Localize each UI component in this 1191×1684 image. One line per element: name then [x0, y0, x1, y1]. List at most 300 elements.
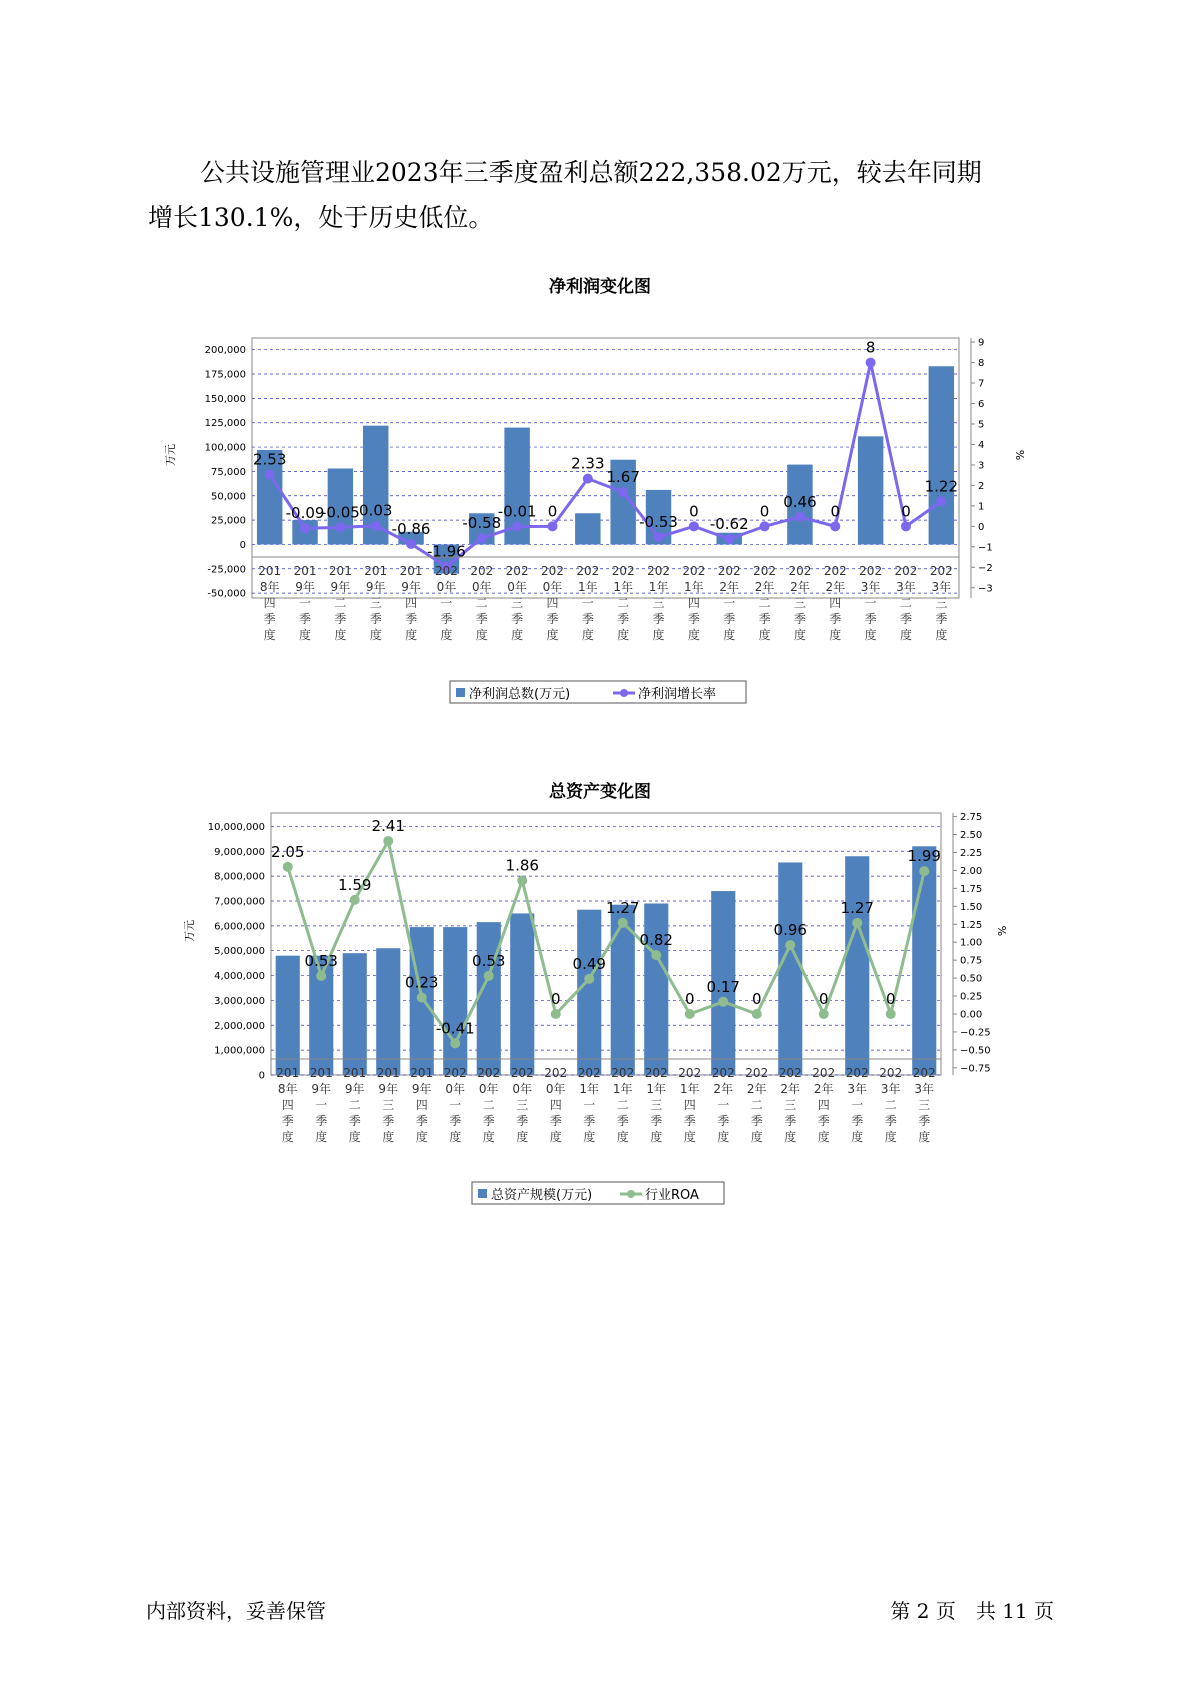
x-tick-label: 1年	[579, 1082, 600, 1096]
x-tick-label: 202	[541, 564, 564, 578]
legend-bar-swatch	[456, 688, 465, 697]
x-tick-label: 一	[315, 1098, 328, 1112]
y-right-axis-title: %	[1013, 449, 1026, 461]
line-point	[517, 875, 527, 885]
line-point	[371, 521, 381, 531]
y-right-tick-label: 4	[978, 439, 985, 451]
x-tick-label: 0年	[471, 580, 492, 594]
x-tick-label: 度	[829, 628, 842, 642]
x-tick-label: 度	[616, 1130, 629, 1144]
data-label: 0	[751, 989, 762, 1008]
x-tick-label: 度	[511, 628, 524, 642]
y-left-tick-label: 4,000,000	[214, 971, 265, 983]
footer-page-total: 11	[1002, 1599, 1028, 1623]
data-label: 1.22	[924, 477, 959, 496]
y-right-tick-label: 2	[978, 480, 985, 492]
x-tick-label: 0年	[542, 580, 563, 594]
x-tick-label: 202	[505, 564, 529, 578]
line-point	[901, 521, 911, 531]
x-tick-label: 季	[650, 1114, 663, 1128]
x-tick-label: 度	[405, 628, 418, 642]
y-left-axis-title: 万元	[183, 919, 196, 942]
x-tick-label: 度	[793, 628, 806, 642]
x-tick-label: 9年	[311, 1082, 332, 1096]
x-tick-label: 二	[884, 1098, 897, 1112]
x-tick-label: 季	[475, 612, 488, 626]
x-tick-label: 度	[516, 1130, 529, 1144]
x-tick-label: 度	[683, 1130, 696, 1144]
x-tick-label: 度	[784, 1130, 797, 1144]
data-label: 8	[865, 338, 876, 357]
x-tick-label: 202	[576, 564, 600, 578]
x-tick-label: 季	[617, 612, 630, 626]
x-tick-label: 202	[778, 1066, 802, 1080]
x-tick-label: 三	[652, 596, 665, 610]
x-tick-label: 季	[315, 1114, 328, 1128]
y-right-tick-label: 6	[978, 399, 985, 411]
data-label: 1.27	[606, 898, 640, 917]
x-tick-label: 季	[616, 1114, 629, 1128]
data-label: 0.17	[706, 977, 740, 996]
y-left-tick-label: 1,000,000	[214, 1045, 265, 1057]
data-label: 0	[547, 502, 558, 521]
x-tick-label: 度	[851, 1130, 864, 1144]
x-tick-label: 四	[687, 596, 700, 610]
bar	[343, 953, 367, 1075]
x-tick-label: 202	[510, 1066, 534, 1080]
x-tick-label: 度	[334, 628, 347, 642]
line-point	[752, 1009, 762, 1019]
line-point	[547, 521, 557, 531]
x-tick-label: 202	[753, 564, 777, 578]
y-right-tick-label: 0.00	[960, 1009, 983, 1021]
x-tick-label: 1年	[648, 580, 669, 594]
bar	[929, 366, 954, 544]
y-right-tick-label: 2.50	[960, 830, 983, 842]
y-right-tick-label: 1	[978, 501, 985, 513]
x-tick-label: 度	[717, 1130, 730, 1144]
x-tick-label: 0年	[512, 1082, 533, 1096]
x-tick-label: 三	[918, 1098, 931, 1112]
x-tick-label: 度	[935, 628, 948, 642]
x-tick-label: 季	[516, 1114, 529, 1128]
legend-bar-label: 总资产规模(万元)	[491, 1188, 593, 1203]
data-label: 0	[684, 989, 695, 1008]
data-label: -1.96	[427, 542, 466, 561]
x-tick-label: 季	[793, 612, 806, 626]
bar	[510, 913, 534, 1075]
y-right-tick-label: −0.50	[960, 1045, 991, 1057]
y-left-tick-label: 0	[239, 539, 246, 551]
x-tick-label: 201	[376, 1066, 400, 1080]
x-tick-label: 四	[546, 596, 559, 610]
x-tick-label: 季	[440, 612, 453, 626]
x-tick-label: 1年	[646, 1082, 667, 1096]
x-tick-label: 一	[717, 1098, 730, 1112]
line-point	[450, 1038, 460, 1048]
x-tick-label: 度	[382, 1130, 395, 1144]
data-label: 0	[830, 502, 841, 521]
x-tick-label: 3年	[880, 1082, 901, 1096]
x-tick-label: 度	[440, 628, 453, 642]
x-tick-label: 度	[723, 628, 736, 642]
y-right-tick-label: 1.25	[960, 919, 983, 931]
x-tick-label: 202	[823, 564, 847, 578]
x-tick-label: 9年	[365, 580, 386, 594]
bar	[845, 856, 869, 1075]
legend-line-marker	[620, 689, 628, 697]
x-tick-label: 三	[793, 596, 806, 610]
x-tick-label: 二	[482, 1098, 495, 1112]
x-tick-label: 度	[315, 1130, 328, 1144]
line-point	[689, 521, 699, 531]
line-point	[936, 496, 946, 506]
data-label: 0	[759, 502, 770, 521]
x-tick-label: 9年	[344, 1082, 365, 1096]
x-tick-label: 9年	[330, 580, 351, 594]
x-tick-label: 度	[899, 628, 912, 642]
x-tick-label: 季	[581, 612, 594, 626]
x-tick-label: 度	[348, 1130, 361, 1144]
x-tick-label: 季	[829, 612, 842, 626]
y-left-tick-label: 7,000,000	[214, 896, 265, 908]
summary-line-1: 公共设施管理业2023年三季度盈利总额222,358.02万元，较去年同期	[200, 158, 982, 187]
x-tick-label: 202	[611, 1066, 635, 1080]
footer-page-prefix: 第	[890, 1599, 911, 1623]
x-tick-label: 1年	[684, 580, 704, 594]
line-point	[724, 534, 734, 544]
x-tick-label: 0年	[545, 1082, 566, 1096]
data-label: 0	[550, 989, 561, 1008]
x-tick-label: 二	[475, 596, 488, 610]
footer-page-num: 2	[916, 1599, 930, 1623]
x-tick-label: 四	[405, 596, 418, 610]
x-tick-label: 202	[879, 1066, 903, 1080]
data-label: 0.23	[405, 973, 439, 992]
x-tick-label: 2年	[754, 580, 775, 594]
data-label: 0.82	[639, 931, 673, 950]
line-point	[866, 358, 876, 368]
chart-title: 总资产变化图	[549, 782, 651, 802]
x-tick-label: 度	[281, 1130, 294, 1144]
x-tick-label: 季	[334, 612, 347, 626]
data-label: 0.53	[304, 951, 338, 970]
y-right-tick-label: 3	[978, 460, 985, 472]
x-tick-label: 季	[758, 612, 771, 626]
x-tick-label: 2年	[790, 580, 810, 594]
y-right-tick-label: 0.75	[960, 955, 983, 967]
line-point	[316, 971, 326, 981]
data-label: -0.58	[462, 514, 502, 533]
data-label: -0.53	[639, 513, 678, 532]
y-right-tick-label: −0.25	[960, 1027, 991, 1039]
x-tick-label: 二	[899, 596, 912, 610]
y-right-tick-label: 0	[978, 521, 985, 533]
x-tick-label: 三	[382, 1098, 395, 1112]
x-tick-label: 1年	[679, 1082, 700, 1096]
x-tick-label: 0年	[507, 580, 527, 594]
data-label: 0	[885, 989, 896, 1008]
y-left-tick-label: -50,000	[207, 588, 246, 600]
x-tick-label: 2年	[813, 1082, 834, 1096]
x-tick-label: 202	[544, 1066, 568, 1080]
x-tick-label: 202	[812, 1066, 836, 1080]
x-tick-label: 度	[299, 628, 312, 642]
x-tick-label: 202	[894, 564, 918, 578]
line-point	[583, 474, 593, 484]
data-label: 0	[689, 502, 699, 521]
x-tick-label: 季	[449, 1114, 462, 1128]
x-tick-label: 季	[263, 612, 276, 626]
y-right-tick-label: 5	[978, 419, 985, 431]
y-right-tick-label: 0.25	[960, 991, 983, 1003]
line-point	[406, 539, 416, 549]
x-tick-label: 三	[935, 596, 948, 610]
net-profit-chart	[0, 260, 1191, 730]
footer-page-number	[890, 1595, 1054, 1624]
x-tick-label: 季	[851, 1114, 864, 1128]
bar	[276, 956, 300, 1075]
x-tick-label: 度	[817, 1130, 830, 1144]
y-right-tick-label: −0.75	[960, 1063, 991, 1075]
x-tick-label: 度	[617, 628, 630, 642]
x-tick-label: 202	[788, 564, 812, 578]
line-point	[651, 950, 661, 960]
data-label: 0.96	[773, 921, 807, 940]
x-tick-label: 8年	[277, 1082, 298, 1096]
line-point	[760, 521, 770, 531]
y-left-tick-label: 75,000	[211, 466, 246, 478]
y-right-tick-label: 8	[978, 358, 985, 370]
x-tick-label: 度	[884, 1130, 897, 1144]
x-tick-label: 一	[583, 1098, 596, 1112]
data-label: 1.27	[840, 898, 874, 917]
data-label: -0.62	[709, 515, 749, 534]
x-tick-label: 季	[299, 612, 312, 626]
data-label: 2.05	[271, 842, 305, 861]
line-point	[654, 532, 664, 542]
x-tick-label: 度	[415, 1130, 428, 1144]
line-point	[350, 895, 360, 905]
x-tick-label: 季	[723, 612, 736, 626]
line-point	[484, 971, 494, 981]
x-tick-label: 二	[334, 596, 347, 610]
line-point	[265, 470, 275, 480]
x-tick-label: 度	[652, 628, 665, 642]
x-tick-label: 季	[784, 1114, 797, 1128]
x-tick-label: 9年	[401, 580, 421, 594]
data-label: 0.49	[572, 954, 606, 973]
x-tick-label: 9年	[295, 580, 315, 594]
x-tick-label: 度	[650, 1130, 663, 1144]
x-tick-label: 202	[717, 564, 741, 578]
line-point	[718, 997, 728, 1007]
x-tick-label: 季	[918, 1114, 931, 1128]
x-tick-label: 季	[369, 612, 382, 626]
line-point	[819, 1009, 829, 1019]
x-tick-label: 季	[405, 612, 418, 626]
line-point	[477, 533, 487, 543]
x-tick-label: 202	[443, 1066, 467, 1080]
y-left-tick-label: -25,000	[207, 564, 246, 576]
line-point	[283, 862, 293, 872]
line-point	[852, 918, 862, 928]
y-left-tick-label: 150,000	[204, 393, 246, 405]
x-tick-label: 一	[851, 1098, 864, 1112]
x-tick-label: 季	[348, 1114, 361, 1128]
x-tick-label: 201	[328, 564, 352, 578]
data-label: 2.33	[571, 454, 605, 473]
y-left-tick-label: 3,000,000	[214, 995, 265, 1007]
x-tick-label: 二	[348, 1098, 361, 1112]
data-label: 1.67	[606, 468, 640, 487]
x-tick-label: 季	[652, 612, 665, 626]
line-point	[300, 523, 310, 533]
line-point	[919, 866, 929, 876]
bar	[644, 903, 668, 1075]
x-tick-label: 四	[817, 1098, 830, 1112]
x-tick-label: 度	[687, 628, 700, 642]
chart-title: 净利润变化图	[549, 277, 651, 297]
legend-bar-label: 净利润总数(万元)	[469, 687, 571, 702]
bar	[778, 862, 802, 1075]
x-tick-label: 201	[293, 564, 317, 578]
y-right-tick-label: 1.00	[960, 937, 983, 949]
x-tick-label: 0年	[478, 1082, 499, 1096]
data-label: 1.86	[505, 856, 539, 875]
x-tick-label: 一	[864, 596, 877, 610]
x-tick-label: 三	[650, 1098, 663, 1112]
x-tick-label: 度	[583, 1130, 596, 1144]
x-tick-label: 0年	[436, 580, 457, 594]
line-point	[512, 522, 522, 532]
y-left-tick-label: 25,000	[211, 515, 246, 527]
x-tick-label: 三	[511, 596, 524, 610]
x-tick-label: 季	[899, 612, 912, 626]
data-label: -0.01	[497, 502, 537, 521]
x-tick-label: 度	[449, 1130, 462, 1144]
x-tick-label: 202	[678, 1066, 702, 1080]
data-label: -0.41	[435, 1019, 475, 1038]
x-tick-label: 季	[546, 612, 559, 626]
y-left-tick-label: 200,000	[204, 345, 246, 357]
x-tick-label: 四	[281, 1098, 294, 1112]
data-label: 2.41	[371, 816, 405, 835]
x-tick-label: 季	[884, 1114, 897, 1128]
x-tick-label: 201	[309, 1066, 333, 1080]
x-tick-label: 季	[687, 612, 700, 626]
y-right-tick-label: 9	[978, 337, 985, 349]
bar	[912, 846, 936, 1075]
x-tick-label: 季	[864, 612, 877, 626]
x-tick-label: 2年	[825, 580, 846, 594]
x-tick-label: 202	[644, 1066, 668, 1080]
y-left-tick-label: 125,000	[204, 418, 246, 430]
data-label: 1.59	[338, 875, 372, 894]
x-tick-label: 季	[583, 1114, 596, 1128]
x-tick-label: 3年	[931, 580, 952, 594]
x-tick-label: 202	[434, 564, 458, 578]
x-tick-label: 季	[382, 1114, 395, 1128]
bar	[577, 910, 601, 1075]
x-tick-label: 2年	[746, 1082, 767, 1096]
x-tick-label: 度	[918, 1130, 931, 1144]
y-left-tick-label: 6,000,000	[214, 921, 265, 933]
x-tick-label: 202	[859, 564, 883, 578]
x-tick-label: 1年	[613, 580, 633, 594]
x-tick-label: 一	[440, 596, 453, 610]
y-right-tick-label: 2.25	[960, 847, 983, 859]
x-tick-label: 202	[912, 1066, 936, 1080]
line-point	[785, 940, 795, 950]
line-point	[417, 992, 427, 1002]
data-label: 2.53	[252, 450, 287, 469]
y-right-tick-label: 7	[978, 378, 985, 390]
x-tick-label: 季	[281, 1114, 294, 1128]
bar	[443, 927, 467, 1075]
plot-frame	[271, 813, 941, 1075]
x-tick-label: 202	[682, 564, 706, 578]
x-tick-label: 一	[723, 596, 736, 610]
x-tick-label: 8年	[259, 580, 280, 594]
x-tick-label: 季	[717, 1114, 730, 1128]
x-tick-label: 202	[611, 564, 635, 578]
x-tick-label: 202	[477, 1066, 501, 1080]
x-tick-label: 3年	[914, 1082, 935, 1096]
y-right-tick-label: −1	[978, 542, 993, 554]
x-tick-label: 四	[263, 596, 276, 610]
y-left-tick-label: 5,000,000	[214, 946, 265, 958]
x-tick-label: 二	[758, 596, 771, 610]
x-tick-label: 3年	[860, 580, 881, 594]
line-point	[830, 521, 840, 531]
x-tick-label: 二	[616, 1098, 629, 1112]
data-label: -0.09	[285, 504, 325, 523]
x-tick-label: 202	[577, 1066, 601, 1080]
bar	[575, 513, 600, 544]
x-tick-label: 1年	[578, 580, 598, 594]
x-tick-label: 2年	[719, 580, 740, 594]
data-label: 0.46	[783, 492, 817, 511]
y-left-tick-label: 175,000	[204, 369, 246, 381]
x-tick-label: 9年	[411, 1082, 432, 1096]
x-tick-label: 季	[482, 1114, 495, 1128]
line-point	[335, 522, 345, 532]
x-tick-label: 一	[299, 596, 312, 610]
line-point	[551, 1009, 561, 1019]
y-left-tick-label: 2,000,000	[214, 1020, 265, 1032]
x-tick-label: 201	[364, 564, 388, 578]
x-tick-label: 三	[369, 596, 382, 610]
footer-page-suffix: 页	[1034, 1599, 1054, 1623]
x-tick-label: 202	[745, 1066, 769, 1080]
x-tick-label: 度	[758, 628, 771, 642]
x-tick-label: 三	[784, 1098, 797, 1112]
legend-line-label: 行业ROA	[645, 1188, 699, 1203]
x-tick-label: 度	[750, 1130, 763, 1144]
x-tick-label: 一	[581, 596, 594, 610]
y-left-tick-label: 10,000,000	[207, 821, 265, 833]
x-tick-label: 季	[683, 1114, 696, 1128]
line-point	[795, 512, 805, 522]
x-tick-label: 201	[276, 1066, 300, 1080]
x-tick-label: 202	[845, 1066, 869, 1080]
legend-line-label: 净利润增长率	[638, 687, 717, 702]
data-label: 0.03	[359, 501, 393, 520]
y-left-tick-label: 8,000,000	[214, 871, 265, 883]
data-label: -0.86	[391, 519, 431, 538]
x-tick-label: 1年	[612, 1082, 633, 1096]
